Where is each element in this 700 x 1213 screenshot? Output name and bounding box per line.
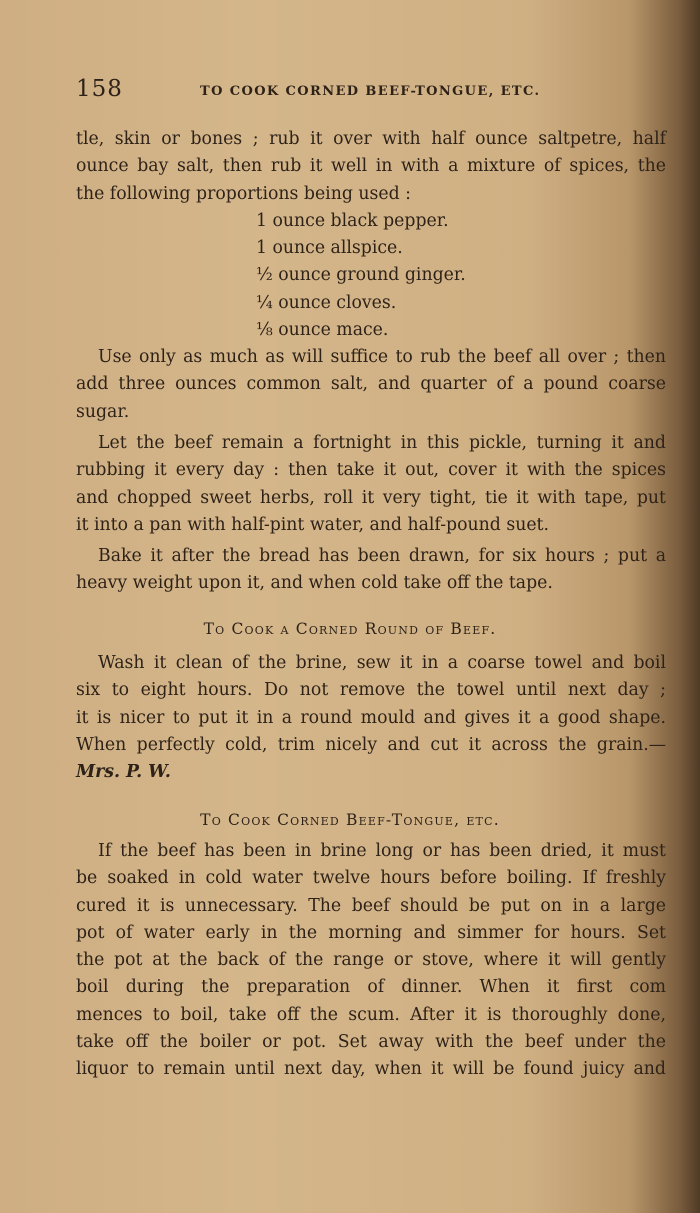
spice-item: 1 ounce allspice. (256, 238, 403, 259)
spice-item: ¼ ounce cloves. (256, 292, 397, 313)
paragraph-round (76, 650, 666, 786)
running-title: TO COOK CORNED BEEF-TONGUE, ETC. (200, 84, 541, 99)
text-line: boil during the preparation of dinner. When it first com (76, 977, 666, 998)
text-line: Wash it clean of the brine, sew it in a coarse towel and boil (98, 653, 666, 673)
text-line: rubbing it every day : then take it out, cover it with the spices (76, 460, 666, 481)
text-line: Use only as much as will suffice to rub the beef all over ; then (98, 347, 666, 367)
text-line: take off the boiler or pot. Set away with the beef under the (76, 1032, 666, 1053)
text-line: Let the beef remain a fortnight in this pickle, turning it and (98, 433, 666, 453)
text-line: six to eight hours. Do not remove the towel until next day ; (76, 680, 666, 701)
text-line: the following proportions being used : (76, 183, 411, 204)
text-line: ounce bay salt, then rub it well in with a mixture of spices, the (76, 156, 666, 177)
spice-list (256, 208, 466, 344)
recipe-attribution: Mrs. P. W. (76, 762, 171, 783)
text-line: tle, skin or bones ; rub it over with half ounce saltpetre, half (76, 129, 666, 149)
text-line: Bake it after the bread has been drawn, for six hours ; put a (98, 546, 666, 566)
text-line: When perfectly cold, trim nicely and cut it across the grain.— (76, 734, 666, 755)
paragraph-let (76, 430, 666, 539)
spice-item: ⅛ ounce mace. (256, 319, 389, 340)
text-line: the pot at the back of the range or stove, where it will gently (76, 950, 666, 971)
text-line: mences to boil, take off the scum. After it is thoroughly done, (76, 1004, 666, 1025)
paragraph-use (76, 344, 666, 426)
text-line: pot of water early in the morning and simmer for hours. Set (76, 922, 666, 943)
text-line: liquor to remain until next day, when it will be found juicy and (76, 1059, 666, 1080)
spice-item: ½ ounce ground ginger. (256, 265, 466, 286)
text-line: cured it is unnecessary. The beef should be put on in a large (76, 895, 666, 916)
intro-paragraph (76, 126, 666, 208)
text-line: it into a pan with half-pint water, and half-pound suet. (76, 514, 549, 535)
text-line: sugar. (76, 401, 130, 422)
page-number: 158 (76, 76, 123, 102)
section-heading-tongue: To Cook Corned Beef-Tongue, etc. (200, 811, 500, 829)
text-line: be soaked in cold water twelve hours before boiling. If freshly (76, 868, 666, 889)
text-line: If the beef has been in brine long or has been dried, it must (98, 841, 666, 861)
text-line: it is nicer to put it in a round mould and gives it a good shape. (76, 707, 666, 728)
text-line: heavy weight upon it, and when cold take off the tape. (76, 573, 553, 594)
paragraph-bake (76, 543, 666, 598)
text-line: and chopped sweet herbs, roll it very tight, tie it with tape, put (76, 487, 666, 508)
text-line: add three ounces common salt, and quarter of a pound coarse (76, 374, 666, 395)
spice-item: 1 ounce black pepper. (256, 211, 449, 231)
section-heading-round: To Cook a Corned Round of Beef. (203, 620, 497, 638)
paragraph-tongue (76, 838, 666, 1084)
